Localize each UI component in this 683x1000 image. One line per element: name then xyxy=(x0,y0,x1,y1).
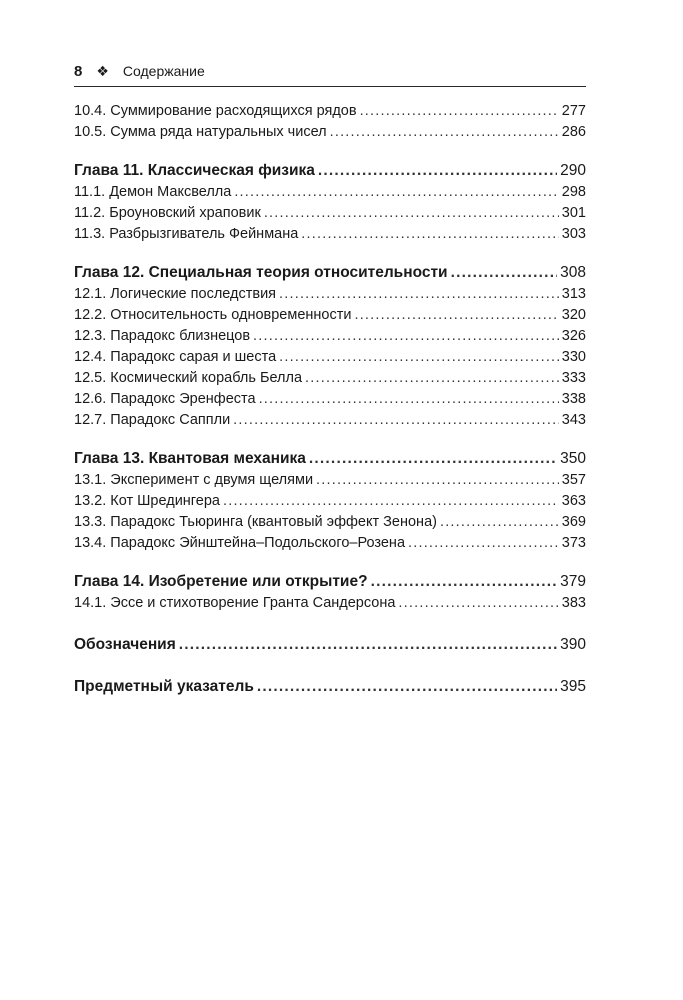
toc-entry-page: 301 xyxy=(561,205,586,221)
book-page xyxy=(74,58,586,698)
toc-entry-page: 313 xyxy=(561,286,586,302)
toc-entry-label: 13.3. Парадокс Тьюринга (квантовый эффект Зенона) xyxy=(74,514,437,530)
toc-entry[interactable] xyxy=(74,122,586,143)
leader-dots xyxy=(223,491,559,512)
toc-entry-label: 10.5. Сумма ряда натуральных чисел xyxy=(74,124,327,140)
leader-dots xyxy=(316,470,559,491)
toc-entry[interactable] xyxy=(74,410,586,431)
toc-entry-page: 383 xyxy=(561,595,586,611)
toc-entry[interactable] xyxy=(74,182,586,203)
toc-entry[interactable] xyxy=(74,593,586,614)
toc-entry-label: 12.6. Парадокс Эренфеста xyxy=(74,391,256,407)
toc-entry[interactable] xyxy=(74,347,586,368)
leader-dots xyxy=(398,593,558,614)
toc-entry[interactable] xyxy=(74,512,586,533)
leader-dots xyxy=(279,284,559,305)
running-head-title: Содержание xyxy=(122,63,205,79)
toc-entry[interactable] xyxy=(74,368,586,389)
toc-entry-label: 11.1. Демон Максвелла xyxy=(74,184,232,200)
toc-chapter-page: 395 xyxy=(560,678,586,695)
toc-entry-page: 357 xyxy=(561,472,586,488)
leader-dots xyxy=(305,368,559,389)
leader-dots xyxy=(257,676,557,698)
toc-chapter-page: 308 xyxy=(560,264,586,281)
toc-entry-page: 333 xyxy=(561,370,586,386)
toc-entry[interactable] xyxy=(74,389,586,410)
toc-chapter-page: 290 xyxy=(560,162,586,179)
leader-dots xyxy=(354,305,558,326)
leader-dots xyxy=(318,160,557,182)
toc-chapter-entry[interactable] xyxy=(74,676,586,698)
toc-entry[interactable] xyxy=(74,284,586,305)
toc-entry-label: 12.5. Космический корабль Белла xyxy=(74,370,303,386)
toc-chapter-entry[interactable] xyxy=(74,160,586,182)
ornament-icon: ❖ xyxy=(96,62,109,79)
toc-entry-page: 330 xyxy=(561,349,586,365)
toc-entry-page: 303 xyxy=(561,226,586,242)
leader-dots xyxy=(259,389,559,410)
toc-entry-page: 326 xyxy=(561,328,586,344)
toc-entry-page: 373 xyxy=(561,535,586,551)
toc-entry-label: 12.4. Парадокс сарая и шеста xyxy=(74,349,277,365)
toc-chapter-page: 379 xyxy=(560,573,586,590)
leader-dots xyxy=(309,448,557,470)
toc-chapter-page: 390 xyxy=(560,636,586,653)
toc-entry-page: 277 xyxy=(561,103,586,119)
toc-chapter-label: Обозначения xyxy=(74,636,176,653)
leader-dots xyxy=(371,571,558,593)
toc-entry-page: 343 xyxy=(561,412,586,428)
leader-dots xyxy=(408,533,559,554)
leader-dots xyxy=(279,347,559,368)
toc-chapter-label: Глава 14. Изобретение или открытие? xyxy=(74,573,368,590)
toc-entry[interactable] xyxy=(74,203,586,224)
toc-entry-label: 12.7. Парадокс Саппли xyxy=(74,412,231,428)
toc-entry[interactable] xyxy=(74,305,586,326)
toc-entry[interactable] xyxy=(74,101,586,122)
page-number: 8 xyxy=(74,62,83,80)
toc-entry-page: 338 xyxy=(561,391,586,407)
leader-dots xyxy=(264,203,559,224)
table-of-contents xyxy=(74,101,586,698)
leader-dots xyxy=(179,634,557,656)
toc-entry-label: 11.2. Броуновский храповик xyxy=(74,205,261,221)
leader-dots xyxy=(360,101,559,122)
toc-entry[interactable] xyxy=(74,533,586,554)
toc-entry-page: 363 xyxy=(561,493,586,509)
toc-entry-label: 13.2. Кот Шредингера xyxy=(74,493,220,509)
toc-entry-label: 14.1. Эссе и стихотворение Гранта Сандерсона xyxy=(74,595,396,611)
toc-entry-label: 12.2. Относительность одновременности xyxy=(74,307,352,323)
toc-chapter-page: 350 xyxy=(560,450,586,467)
leader-dots xyxy=(233,410,559,431)
toc-entry-label: 11.3. Разбрызгиватель Фейнмана xyxy=(74,226,299,242)
toc-entry-page: 369 xyxy=(561,514,586,530)
toc-chapter-label: Предметный указатель xyxy=(74,678,254,695)
toc-entry-label: 13.1. Эксперимент с двумя щелями xyxy=(74,472,314,488)
toc-entry-label: 13.4. Парадокс Эйнштейна–Подольского–Розена xyxy=(74,535,406,551)
toc-entry-page: 298 xyxy=(561,184,586,200)
leader-dots xyxy=(451,262,558,284)
leader-dots xyxy=(301,224,559,245)
toc-chapter-entry[interactable] xyxy=(74,634,586,656)
leader-dots xyxy=(330,122,559,143)
toc-entry-label: 12.1. Логические последствия xyxy=(74,286,277,302)
header-rule xyxy=(74,86,586,87)
toc-chapter-entry[interactable] xyxy=(74,262,586,284)
toc-entry[interactable] xyxy=(74,224,586,245)
toc-entry-label: 12.3. Парадокс близнецов xyxy=(74,328,251,344)
toc-entry-page: 286 xyxy=(561,124,586,140)
toc-chapter-entry[interactable] xyxy=(74,448,586,470)
toc-chapter-label: Глава 13. Квантовая механика xyxy=(74,450,306,467)
running-head xyxy=(74,58,586,84)
leader-dots xyxy=(253,326,559,347)
leader-dots xyxy=(234,182,558,203)
toc-chapter-label: Глава 12. Специальная теория относительности xyxy=(74,264,448,281)
toc-entry-label: 10.4. Суммирование расходящихся рядов xyxy=(74,103,357,119)
toc-chapter-label: Глава 11. Классическая физика xyxy=(74,162,315,179)
toc-entry[interactable] xyxy=(74,326,586,347)
toc-chapter-entry[interactable] xyxy=(74,571,586,593)
toc-entry-page: 320 xyxy=(561,307,586,323)
toc-entry[interactable] xyxy=(74,491,586,512)
toc-entry[interactable] xyxy=(74,470,586,491)
leader-dots xyxy=(440,512,559,533)
